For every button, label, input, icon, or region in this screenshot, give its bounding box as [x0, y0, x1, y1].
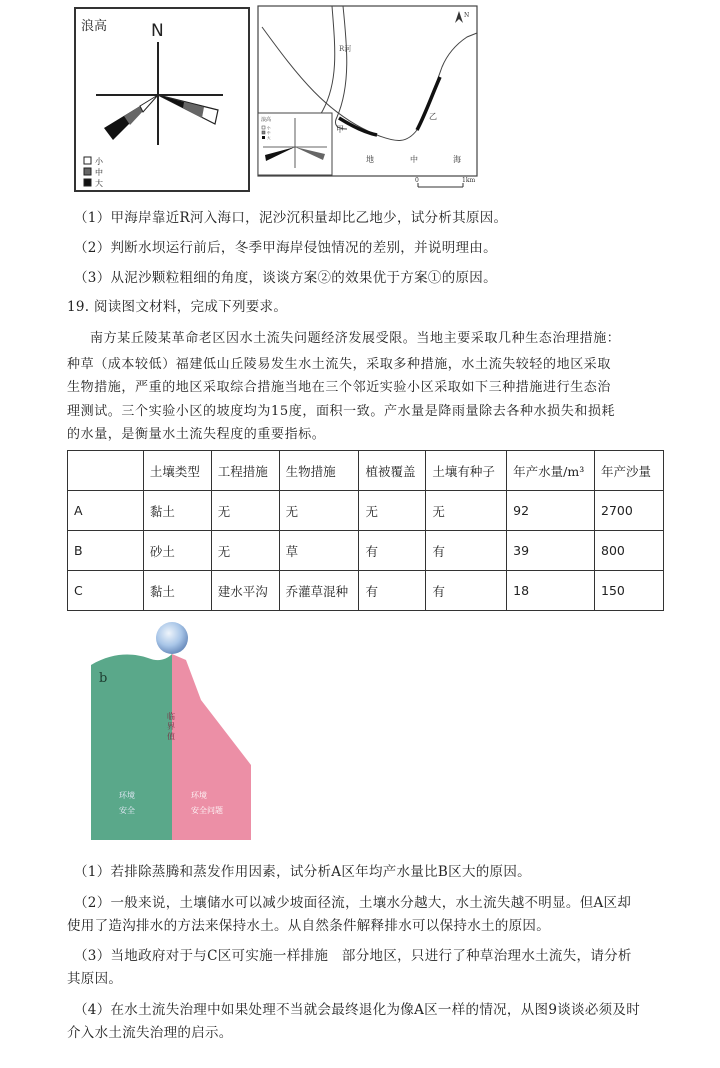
state-ball-icon — [156, 622, 188, 654]
table-cell: 有 — [359, 571, 426, 611]
table-cell: 黏土 — [143, 491, 211, 531]
right-label-line-2: 安全问题 — [191, 806, 223, 815]
svg-text:1km: 1km — [462, 177, 476, 184]
table-header-cell: 土壤有种子 — [426, 451, 507, 491]
question-18-2: （2）判断水坝运行前后，冬季甲海岸侵蚀情况的差别，并说明理由。 — [74, 240, 497, 256]
q19-material-line-1: 南方某丘陵某革命老区因水土流失问题经济发展受限。当地主要采取几种生态治理措施： — [90, 331, 621, 346]
table-cell: 无 — [359, 491, 426, 531]
svg-text:地: 地 — [366, 155, 374, 164]
table-cell: 有 — [359, 531, 426, 571]
svg-text:大: 大 — [95, 179, 103, 188]
table-cell: 无 — [279, 491, 359, 531]
right-label-line-1: 环境 — [191, 791, 207, 800]
question-19-heading: 19. 阅读图文材料，完成下列要求。 — [67, 299, 288, 315]
svg-text:0: 0 — [415, 177, 419, 184]
table-header-cell: 植被覆盖 — [359, 451, 426, 491]
svg-text:大: 大 — [267, 136, 271, 140]
coastal-map-figure — [257, 5, 479, 191]
table-cell: 39 — [507, 531, 595, 571]
q19-material-line-3: 生物措施，严重的地区采取综合措施当地在三个邻近实验小区采取如下三种措施进行生态治 — [67, 380, 612, 395]
svg-text:R河: R河 — [339, 45, 352, 53]
table-row — [68, 491, 664, 531]
left-label-line-2: 安全 — [119, 806, 135, 815]
table-cell: 黏土 — [143, 571, 211, 611]
table-cell: 砂土 — [143, 531, 211, 571]
table-cell: 无 — [211, 491, 279, 531]
wave-rose-title: 浪高 — [81, 19, 108, 34]
table-cell: C — [68, 571, 144, 611]
table-cell: 800 — [595, 531, 664, 571]
question-19-2-line-1: （2）一般来说，土壤储水可以减少坡面径流，土壤水分越大，水土流失越不明显。但A区却 — [74, 895, 632, 911]
table-cell: A — [68, 491, 144, 531]
table-header-cell: 生物措施 — [279, 451, 359, 491]
table-header-cell: 土壤类型 — [143, 451, 211, 491]
wave-rose-legend — [84, 156, 104, 188]
question-19-4-line-2: 介入水土流失治理的启示。 — [67, 1025, 233, 1041]
wave-rose-figure — [74, 7, 250, 192]
question-19-3-line-1: （3）当地政府对于与C区可实施一样排施 部分地区，只进行了种草治理水土流失，请分析 — [74, 948, 632, 964]
table-row — [68, 571, 664, 611]
experiment-table — [67, 450, 664, 611]
map-inset-wave-rose — [258, 113, 332, 175]
svg-text:海: 海 — [453, 155, 461, 164]
question-19-3-line-2: 其原因。 — [67, 971, 123, 987]
svg-text:N: N — [464, 12, 470, 19]
table-cell: 有 — [426, 531, 507, 571]
svg-text:中: 中 — [410, 155, 418, 164]
table-cell: 18 — [507, 571, 595, 611]
question-19-1: （1）若排除蒸腾和蒸发作用因素，试分析A区年均产水量比B区大的原因。 — [74, 864, 531, 880]
svg-text:甲: 甲 — [336, 125, 344, 134]
threshold-label: 临界值 — [167, 712, 175, 741]
svg-text:小: 小 — [95, 157, 103, 166]
table-cell: 92 — [507, 491, 595, 531]
question-19-4-line-1: （4）在水土流失治理中如果处理不当就会最终退化为像A区一样的情况，从图9谈谈必须及时 — [74, 1002, 641, 1018]
table-cell: 无 — [211, 531, 279, 571]
table-row — [68, 531, 664, 571]
table-cell: B — [68, 531, 144, 571]
table-cell: 乔灌草混种 — [279, 571, 359, 611]
table-header-row — [68, 451, 664, 491]
svg-text:中: 中 — [267, 131, 271, 135]
table-cell: 150 — [595, 571, 664, 611]
question-18-3: （3）从泥沙颗粒粗细的角度，谈谈方案②的效果优于方案①的原因。 — [74, 270, 497, 286]
table-cell: 有 — [426, 571, 507, 611]
table-header-cell: 工程措施 — [211, 451, 279, 491]
table-cell: 草 — [279, 531, 359, 571]
table-header-cell: 年产沙量 — [595, 451, 664, 491]
q19-material-line-4: 理测试。三个实验小区的坡度均为15度，面积一致。产水量是降雨量除去各种水损失和损耗 — [67, 404, 616, 419]
table-header-cell: 年产水量/m³ — [507, 451, 595, 491]
question-19-2-line-2: 使用了造沟排水的方法来保持水土。从自然条件解释排水可以保持水土的原因。 — [67, 918, 550, 934]
table-cell: 2700 — [595, 491, 664, 531]
svg-text:浪高: 浪高 — [261, 117, 272, 123]
q19-material-line-2: 种草（成本较低）福建低山丘陵易发生水土流失，采取多种措施，水土流失较轻的地区采取 — [67, 357, 612, 372]
svg-text:小: 小 — [267, 126, 271, 130]
question-18-1: （1）甲海岸靠近R河入海口，泥沙沉积量却比乙地少，试分析其原因。 — [74, 210, 508, 226]
wave-rose-north-label: N — [151, 21, 164, 41]
svg-text:乙: 乙 — [429, 112, 437, 121]
table-header-cell — [68, 451, 144, 491]
svg-text:中: 中 — [95, 168, 103, 177]
label-b: b — [99, 671, 108, 686]
map-scale-bar — [415, 177, 475, 187]
left-label-line-1: 环境 — [119, 791, 135, 800]
q19-material-line-5: 的水量，是衡量水土流失程度的重要指标。 — [67, 427, 326, 442]
table-cell: 无 — [426, 491, 507, 531]
environment-safety-figure — [88, 620, 258, 844]
table-cell: 建水平沟 — [211, 571, 279, 611]
